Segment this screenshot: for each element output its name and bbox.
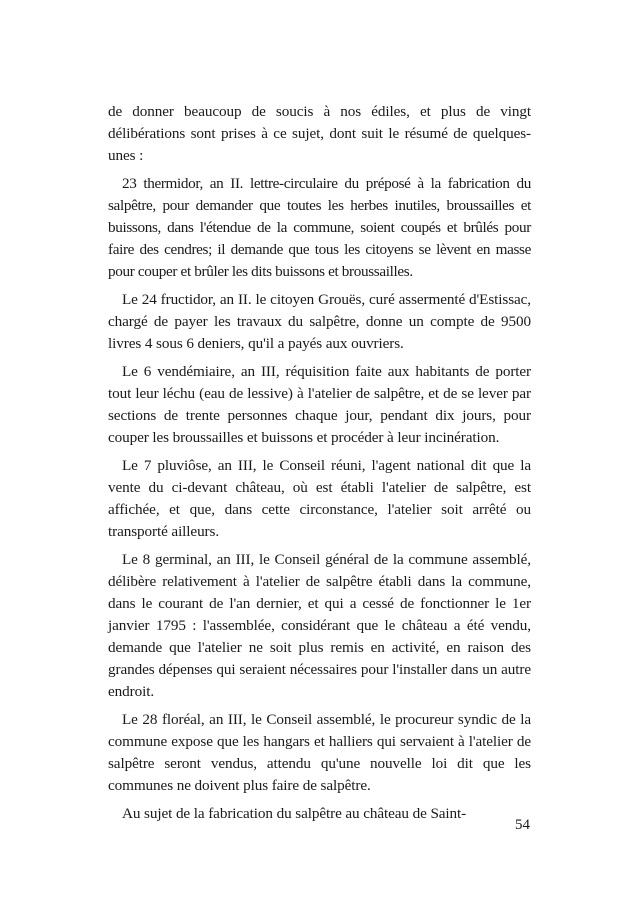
paragraph-6: Le 8 germinal, an III, le Conseil général de la commune assemblé, délibère relativement à l'atelier de salpêtre établi dans la commune, dans le courant de l'an dernier, et qui a cessé de fonctionner le 1er janvier 1795 : l'assemblée, considérant que le château a été vendu, demande que l'atelier ne soit plus remis en activité, en raison des grandes dépenses qui seraient nécessaires pour l'installer dans un autre endroit.: [108, 551, 531, 700]
paragraph-7: Le 28 floréal, an III, le Conseil assemblé, le procureur syndic de la commune expose que les hangars et halliers qui servaient à l'atelier de salpêtre seront vendus, attendu qu'une nouvelle loi dit que les communes ne doivent plus faire de salpêtre.: [108, 711, 531, 794]
paragraph-8: Au sujet de la fabrication du salpêtre au château de Saint-: [122, 805, 467, 822]
paragraph-2: 23 thermidor, an II. lettre-circulaire du préposé à la fabrication du salpêtre, pour demander que toutes les herbes inutiles, broussailles et buissons, dans l'étendue de la commune, soient coupés et brûlés pour faire des cendres; il demande que tous les citoyens se lèvent en masse pour couper et brûler les dits buissons et broussailles.: [108, 175, 531, 280]
page-number: 54: [515, 817, 530, 833]
paragraph-5: Le 7 pluviôse, an III, le Conseil réuni, l'agent national dit que la vente du ci-devant château, où est établi l'atelier de salpêtre, est affichée, et que, dans cette circonstance, l'atelier soit arrêté ou transporté ailleurs.: [108, 457, 531, 540]
paragraph-3: Le 24 fructidor, an II. le citoyen Grouës, curé assermenté d'Estissac, chargé de payer les travaux du salpêtre, donne un compte de 9500 livres 4 sous 6 deniers, qu'il a payés aux ouvriers.: [108, 291, 531, 352]
paragraph-1: de donner beaucoup de soucis à nos édiles, et plus de vingt délibérations sont prises à ce sujet, dont suit le résumé de quelques-unes :: [108, 103, 531, 164]
paragraph-4: Le 6 vendémiaire, an III, réquisition faite aux habitants de porter tout leur léchu (eau de lessive) à l'atelier de salpêtre, et de se lever par sections de trente personnes chaque jour, pendant dix jours, pour couper les broussailles et buissons et procéder à leur incinération.: [108, 363, 531, 446]
body-text: [108, 101, 531, 831]
